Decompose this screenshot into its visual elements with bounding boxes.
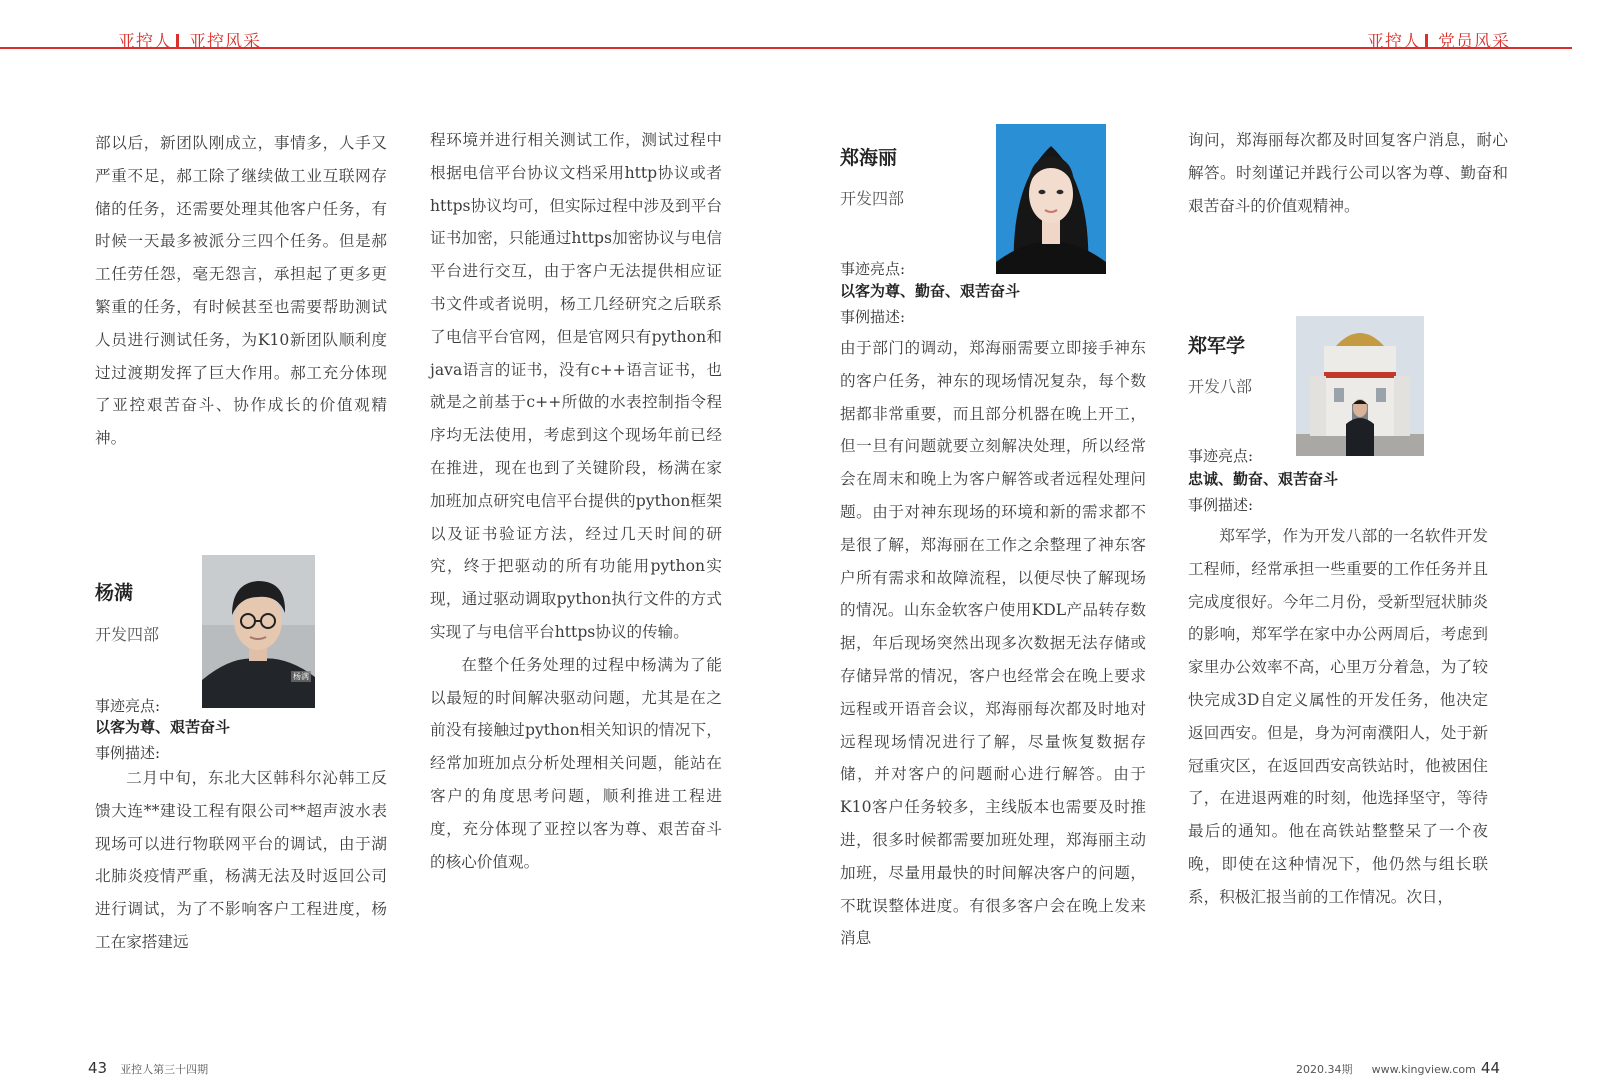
photo-yang — [202, 555, 315, 708]
footer-left — [88, 1058, 208, 1077]
page-number-right: 44 — [1480, 1059, 1500, 1077]
footer-issue-left: 亚控人第三十四期 — [120, 1063, 209, 1076]
traits-zheng-haili: 以客为尊、勤奋、艰苦奋斗 — [840, 282, 1021, 300]
profile-dept-yang: 开发四部 — [95, 625, 160, 644]
footer-website: www.kingview.com — [1371, 1063, 1476, 1076]
profile-dept-zheng-haili: 开发四部 — [840, 189, 905, 208]
column-2-story-yang — [430, 124, 722, 878]
portrait-man-glasses-icon — [202, 555, 315, 708]
profile-name-zheng-junxue: 郑军学 — [1188, 335, 1246, 357]
highlights-label-zheng-haili: 事迹亮点: — [840, 260, 906, 278]
story-yang-paragraph-1: 二月中旬，东北大区韩科尔沁韩工反馈大连**建设工程有限公司**超声波水表现场可以进行物联网平台的调试，由于湖北肺炎疫情严重，杨满无法及时返回公司进行调试，为了不影响客户工程进度，杨工在家搭建远 — [95, 769, 387, 951]
highlights-label-zheng-junxue: 事迹亮点: — [1188, 447, 1254, 465]
header-right-section: 党员风采 — [1438, 32, 1510, 52]
header-left-section: 亚控风采 — [189, 32, 261, 52]
header-right-separator — [1425, 34, 1428, 49]
profile-name-yang: 杨满 — [95, 582, 134, 604]
header-right — [1367, 27, 1510, 52]
highlights-label-yang: 事迹亮点: — [95, 697, 161, 715]
desc-label-zheng-junxue: 事例描述: — [1188, 496, 1254, 514]
profile-name-zheng-haili: 郑海丽 — [840, 147, 898, 169]
traits-zheng-junxue: 忠诚、勤奋、艰苦奋斗 — [1188, 470, 1339, 488]
photo-zheng-haili — [996, 124, 1106, 274]
story-yang-paragraph-2: 程环境并进行相关测试工作，测试过程中根据电信平台协议文档采用http协议或者https协议均可，但实际过程中涉及到平台证书加密，只能通过https加密协议与电信平台进行交互，由于客户无法提供相应证书文件或者说明，杨工几经研究之后联系了电信平台官网，但是官网只有python和java语言的证书，没有c++语言证书，也就是之前基于c++所做的水表控制指令程序均无法使用，考虑到这个现场年前已经在推进，现在也到了关键阶段，杨满在家加班加点研究电信平台提供的python框架以及证书验证方法，经过几天时间的研究，终于把驱动的所有功能用python实现，通过驱动调取python执行文件的方式实现了与电信平台https协议的传输。 — [430, 131, 722, 641]
story-zheng-haili-part2 — [1188, 124, 1508, 222]
photo-zheng-junxue — [1296, 316, 1424, 456]
story-zheng-haili-paragraph-2: 询问，郑海丽每次都及时回复客户消息，耐心解答。时刻谨记并践行公司以客为尊、勤奋和艰苦奋斗的价值观精神。 — [1188, 131, 1508, 215]
portrait-man-building-icon — [1296, 316, 1424, 456]
header-left-brand: 亚控人 — [118, 32, 172, 52]
header-left — [118, 27, 261, 52]
traits-yang: 以客为尊、艰苦奋斗 — [95, 718, 231, 736]
header-right-brand: 亚控人 — [1367, 32, 1421, 52]
profile-dept-zheng-junxue: 开发八部 — [1188, 377, 1253, 396]
story-zheng-junxue — [1188, 520, 1488, 914]
footer-issue-right: 2020.34期 — [1296, 1063, 1353, 1076]
desc-label-zheng-haili: 事例描述: — [840, 308, 906, 326]
page-number-left: 43 — [88, 1059, 108, 1077]
column-1-continued-text — [95, 127, 387, 455]
story-yang-paragraph-3: 在整个任务处理的过程中杨满为了能以最短的时间解决驱动问题，尤其是在之前没有接触过python相关知识的情况下，经常加班加点分析处理相关问题，能站在客户的角度思考问题，顺利推进工程进度，充分体现了亚控以客为尊、艰苦奋斗的核心价值观。 — [430, 655, 722, 871]
desc-label-yang: 事例描述: — [95, 744, 161, 762]
col1-paragraph: 部以后，新团队刚成立，事情多，人手又严重不足，郝工除了继续做工业互联网存储的任务，还需要处理其他客户任务，有时候一天最多被派分三四个任务。但是郝工任劳任怨，毫无怨言，承担起了更多更繁重的任务，有时候甚至也需要帮助测试人员进行测试任务，为K10新团队顺利度过过渡期发挥了巨大作用。郝工充分体现了亚控艰苦奋斗、协作成长的价值观精神。 — [95, 134, 387, 448]
story-zheng-junxue-paragraph-1: 郑军学，作为开发八部的一名软件开发工程师，经常承担一些重要的工作任务并且完成度很好。今年二月份，受新型冠状肺炎的影响，郑军学在家中办公两周后，考虑到家里办公效率不高，心里万分着急，为了较快完成3D自定义属性的开发任务，他决定返回西安。但是，身为河南濮阳人，处于新冠重灾区，在返回西安高铁站时，他被困住了，在进退两难的时刻，他选择坚守，等待最后的通知。他在高铁站整整呆了一个夜晚，即使在这种情况下，他仍然与组长联系，积极汇报当前的工作情况。次日， — [1188, 527, 1488, 906]
portrait-woman-icon — [996, 124, 1106, 274]
header-left-separator — [176, 34, 179, 49]
photo-tag-yang: 杨满 — [293, 672, 309, 681]
story-yang-part1 — [95, 762, 387, 959]
story-zheng-haili-paragraph-1: 由于部门的调动，郑海丽需要立即接手神东的客户任务，神东的现场情况复杂，每个数据都非常重要，而且部分机器在晚上开工，但一旦有问题就要立刻解决处理，所以经常会在周末和晚上为客户解答或者远程处理问题。由于对神东现场的环境和新的需求都不是很了解，郑海丽在工作之余整理了神东客户所有需求和故障流程，以便尽快了解现场的情况。山东金软客户使用KDL产品转存数据，年后现场突然出现多次数据无法存储或存储异常的情况，客户也经常会在晚上要求远程或开语音会议，郑海丽每次都及时地对远程现场情况进行了解，尽量恢复数据存储，并对客户的问题耐心进行解答。由于K10客户任务较多，主线版本也需要及时推进，很多时候都需要加班处理，郑海丽主动加班，尽量用最快的时间解决客户的问题，不耽误整体进度。有很多客户会在晚上发来消息 — [840, 339, 1146, 948]
story-zheng-haili-part1 — [840, 332, 1146, 955]
footer-right — [1296, 1058, 1500, 1077]
